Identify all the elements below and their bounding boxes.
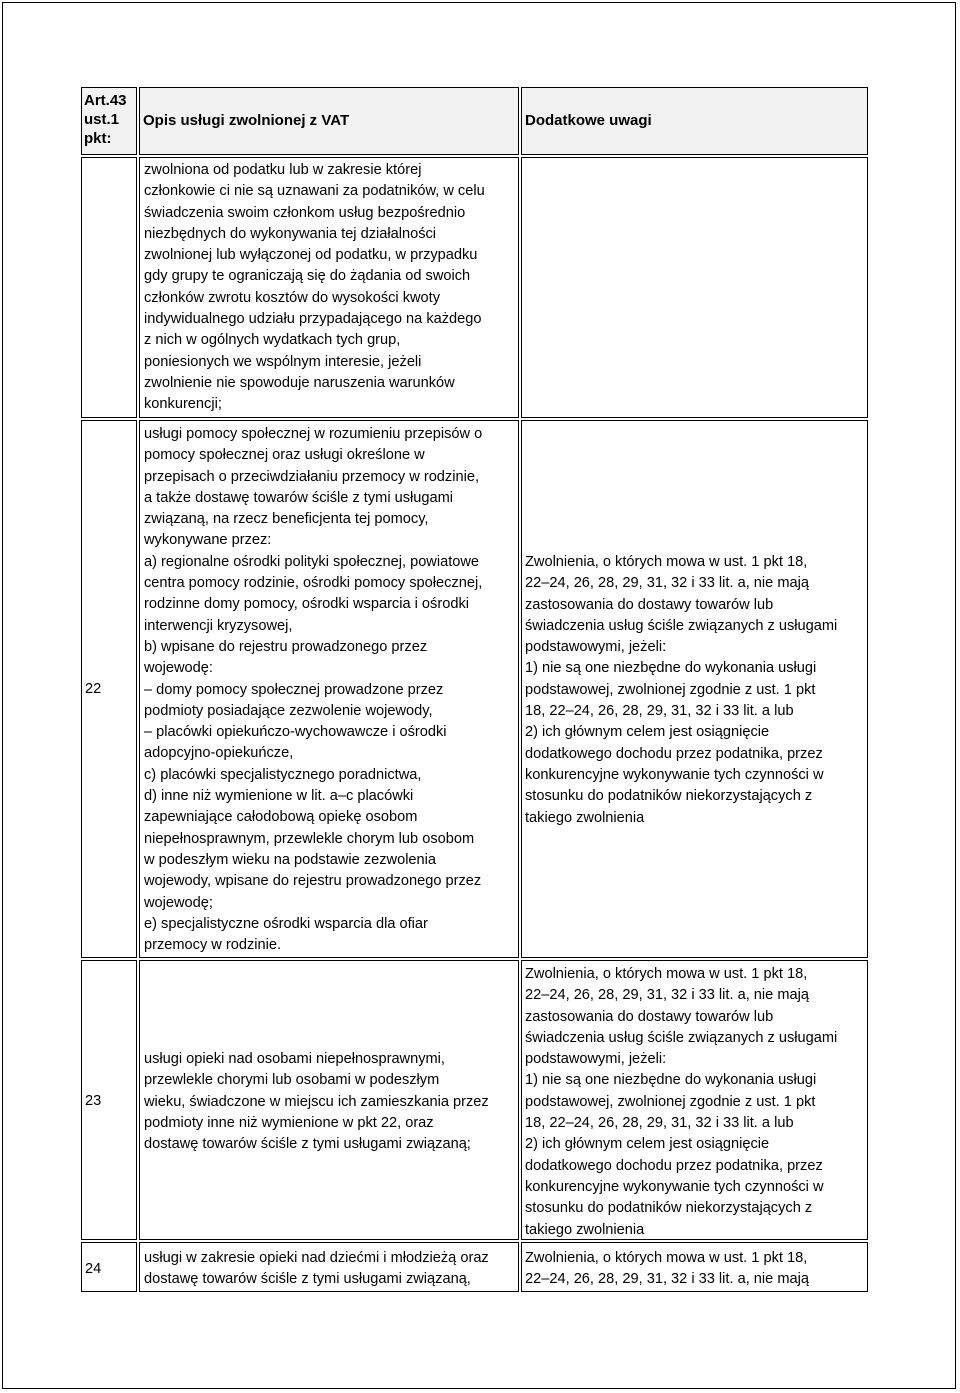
- description-line: zwolniona od podatku lub w zakresie której: [144, 162, 422, 178]
- notes-line: 18, 22–24, 26, 28, 29, 31, 32 i 33 lit. a lub: [525, 1115, 794, 1132]
- description-line: dostawę towarów ściśle z tymi usługami związaną,: [144, 1271, 471, 1288]
- row-24-description: [144, 1248, 489, 1291]
- notes-line: konkurencyjne wykonywanie tych czynności w: [525, 766, 824, 783]
- description-line: interwencji kryzysowej,: [144, 617, 293, 634]
- description-line: członkowie ci nie są uznawani za podatników, w celu: [144, 183, 485, 200]
- row-22-notes: [525, 552, 837, 829]
- row-24-notes-cell: [521, 1242, 868, 1292]
- notes-line: konkurencyjne wykonywanie tych czynności w: [525, 1178, 824, 1195]
- row-22-description-cell: [139, 420, 519, 958]
- row-23-pkt: 23: [85, 1093, 102, 1109]
- notes-line: stosunku do podatników niekorzystających z: [525, 1200, 813, 1217]
- description-line: indywidualnego udziału przypadającego na każdego: [144, 311, 482, 328]
- description-line: członków zwrotu kosztów do wysokości kwoty: [144, 289, 441, 306]
- description-line: – domy pomocy społecznej prowadzone przez: [144, 681, 444, 698]
- row-23-description: [144, 1049, 489, 1155]
- header-description: Opis usługi zwolnionej z VAT: [143, 112, 350, 129]
- description-line: poniesionych we wspólnym interesie, jeżeli: [144, 353, 422, 370]
- description-line: przepisach o przeciwdziałaniu przemocy w rodzinie,: [144, 468, 479, 485]
- description-line: dostawę towarów ściśle z tymi usługami związaną;: [144, 1136, 471, 1153]
- notes-line: podstawowymi, jeżeli:: [525, 1051, 667, 1068]
- notes-line: świadczenia usług ściśle związanych z usługami: [525, 1029, 838, 1046]
- header-pkt-line: pkt:: [84, 130, 112, 147]
- notes-line: dodatkowego dochodu przez podatnika, przez: [525, 745, 823, 762]
- notes-line: Zwolnienia, o których mowa w ust. 1 pkt 18,: [525, 1250, 808, 1266]
- description-line: zwolnionej lub wyłączonej od podatku, w przypadku: [144, 247, 478, 264]
- row-24-pkt-cell: [81, 1242, 137, 1292]
- description-line: wykonywane przez:: [144, 532, 272, 549]
- description-line: wieku, świadczone w miejscu ich zamieszkania przez: [144, 1093, 489, 1110]
- description-line: c) placówki specjalistycznego poradnictwa,: [144, 766, 422, 783]
- description-line: rodzinne domy pomocy, ośrodki wsparcia i ośrodki: [144, 596, 469, 613]
- description-line: b) wpisane do rejestru prowadzonego przez: [144, 638, 428, 655]
- header-pkt-line: Art.43: [84, 92, 127, 109]
- notes-line: zastosowania do dostawy towarów lub: [525, 1008, 774, 1025]
- header-cell-description: [139, 87, 519, 155]
- description-line: usługi pomocy społecznej w rozumieniu przepisów o: [144, 426, 483, 442]
- row-22-description: [144, 424, 482, 956]
- notes-line: 2) ich głównym celem jest osiągnięcie: [525, 724, 770, 741]
- row-24-notes: [525, 1248, 809, 1291]
- notes-line: Zwolnienia, o których mowa w ust. 1 pkt 18,: [525, 554, 808, 570]
- description-line: niezbędnych do wykonywania tej działalności: [144, 225, 437, 242]
- notes-line: podstawowej, zwolnionej zgodnie z ust. 1 pkt: [525, 681, 816, 698]
- row-23-pkt-cell: [81, 960, 137, 1240]
- notes-line: Zwolnienia, o których mowa w ust. 1 pkt 18,: [525, 966, 808, 982]
- description-line: przemocy w rodzinie.: [144, 937, 282, 954]
- description-line: z nich w ogólnych wydatkach tych grup,: [144, 332, 401, 349]
- description-line: pomocy społecznej oraz usługi określone w: [144, 447, 425, 464]
- description-line: usługi w zakresie opieki nad dziećmi i młodzieżą oraz: [144, 1250, 489, 1266]
- row-23-notes: [525, 964, 837, 1241]
- row-22-pkt: 22: [85, 681, 102, 697]
- notes-line: zastosowania do dostawy towarów lub: [525, 596, 774, 613]
- row-1-description-cell: [139, 157, 519, 418]
- row-1-description: [144, 160, 485, 416]
- row-22-pkt-cell: [81, 420, 137, 958]
- header-cell-pkt: [81, 87, 137, 155]
- notes-line: 2) ich głównym celem jest osiągnięcie: [525, 1136, 770, 1153]
- header-notes: Dodatkowe uwagi: [525, 112, 652, 129]
- description-line: wojewody, wpisane do rejestru prowadzonego przez: [144, 873, 482, 890]
- row-1-pkt-cell: [81, 157, 137, 418]
- description-line: podmioty posiadające zezwolenie wojewody,: [144, 702, 433, 719]
- notes-line: dodatkowego dochodu przez podatnika, przez: [525, 1157, 823, 1174]
- description-line: usługi opieki nad osobami niepełnosprawnymi,: [144, 1051, 445, 1067]
- description-line: wojewodę:: [144, 660, 213, 677]
- header-cell-notes: [521, 87, 868, 155]
- description-line: e) specjalistyczne ośrodki wsparcia dla ofiar: [144, 915, 428, 932]
- description-line: w podeszłym wieku na podstawie zezwolenia: [144, 851, 437, 868]
- row-24-description-cell: [139, 1242, 519, 1292]
- notes-line: stosunku do podatników niekorzystających z: [525, 788, 813, 805]
- row-23-description-cell: [139, 960, 519, 1240]
- row-23-notes-cell: [521, 960, 868, 1240]
- description-line: niepełnosprawnym, przewlekle chorym lub osobom: [144, 830, 475, 847]
- description-line: adopcyjno-opiekuńcze,: [144, 745, 294, 762]
- notes-line: 1) nie są one niezbędne do wykonania usługi: [525, 1072, 817, 1089]
- header-pkt-line: ust.1: [84, 111, 120, 128]
- row-22-notes-cell: [521, 420, 868, 958]
- description-line: konkurencji;: [144, 396, 222, 413]
- description-line: centra pomocy rodzinie, ośrodki pomocy społecznej,: [144, 575, 483, 592]
- description-line: a także dostawę towarów ściśle z tymi usługami: [144, 489, 454, 506]
- description-line: zapewniające całodobową opiekę osobom: [144, 809, 418, 826]
- notes-line: 22–24, 26, 28, 29, 31, 32 i 33 lit. a, nie mają: [525, 1271, 809, 1288]
- description-line: – placówki opiekuńczo-wychowawcze i ośrodki: [144, 724, 447, 741]
- description-line: związaną, na rzecz beneficjenta tej pomocy,: [144, 511, 429, 528]
- row-24-pkt: 24: [85, 1261, 102, 1277]
- notes-line: takiego zwolnienia: [525, 809, 645, 826]
- description-line: wojewodę;: [144, 894, 213, 911]
- notes-line: podstawowymi, jeżeli:: [525, 639, 667, 656]
- notes-line: 1) nie są one niezbędne do wykonania usługi: [525, 660, 817, 677]
- notes-line: świadczenia usług ściśle związanych z usługami: [525, 617, 838, 634]
- row-1-notes-cell: [521, 157, 868, 418]
- description-line: podmioty inne niż wymienione w pkt 22, oraz: [144, 1114, 434, 1131]
- description-line: przewlekle chorymi lub osobami w podeszłym: [144, 1072, 440, 1089]
- notes-line: 22–24, 26, 28, 29, 31, 32 i 33 lit. a, nie mają: [525, 575, 809, 592]
- description-line: d) inne niż wymienione w lit. a–c placówki: [144, 788, 414, 805]
- notes-line: takiego zwolnienia: [525, 1221, 645, 1238]
- notes-line: 22–24, 26, 28, 29, 31, 32 i 33 lit. a, nie mają: [525, 987, 809, 1004]
- description-line: świadczenia swoim członkom usług bezpośrednio: [144, 204, 466, 221]
- notes-line: 18, 22–24, 26, 28, 29, 31, 32 i 33 lit. a lub: [525, 703, 794, 720]
- description-line: gdy grupy te ograniczają się do żądania od swoich: [144, 268, 471, 285]
- description-line: zwolnienie nie spowoduje naruszenia warunków: [144, 374, 455, 391]
- notes-line: podstawowej, zwolnionej zgodnie z ust. 1 pkt: [525, 1093, 816, 1110]
- description-line: a) regionalne ośrodki polityki społecznej, powiatowe: [144, 553, 480, 570]
